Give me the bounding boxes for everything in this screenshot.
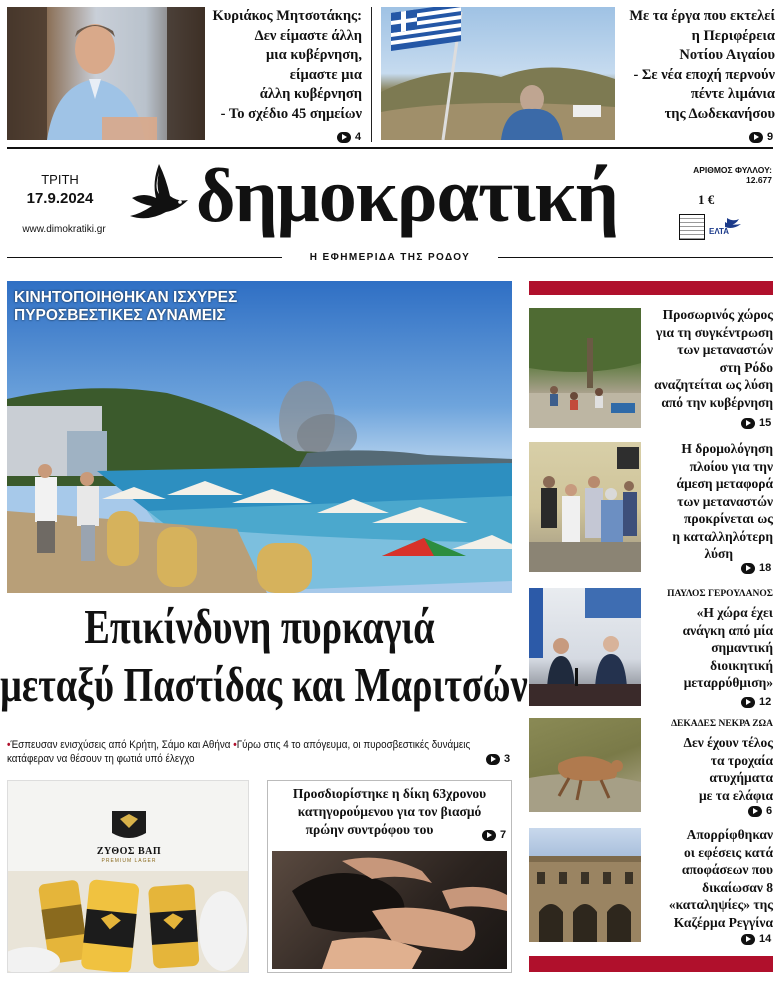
headline-line: μεταξύ Παστίδας και Μαριτσών [0, 657, 528, 712]
arrow-icon [486, 754, 500, 765]
masthead-website[interactable]: www.dimokratiki.gr [22, 224, 106, 235]
headline-line: Προσδιορίστηκε η δίκη 63χρονου [292, 786, 487, 801]
headline-line: για τη συγκέντρωση [656, 324, 773, 340]
page-ref-4[interactable]: 4 [337, 131, 361, 143]
subhead-1: Έσπευσαν ενισχύσεις από Κρήτη, Σάμο και Αθήνα [10, 739, 231, 751]
masthead-day: ΤΡΙΤΗ [41, 172, 79, 187]
arrow-icon [749, 132, 763, 143]
main-subheads: •Έσπευσαν ενισχύσεις από Κρήτη, Σάμο και Αθήνα •Γύρω στις 4 το απόγευμα, οι πυροσβεστικές δυνάμεις κατάφεραν να θέσουν τη φωτιά υπό έλεγχο [7, 739, 471, 765]
trial-photo [272, 851, 507, 969]
page-ref-6[interactable]: 6 [748, 805, 772, 817]
headline-line: μεταρρύθμιση» [683, 675, 773, 690]
sidebar-story-2[interactable] [647, 440, 773, 563]
headline-line: άμεση μεταφορά [676, 476, 773, 491]
headline-line: άλλη κυβέρνηση [259, 86, 362, 103]
headline-line: Προσωρινός χώρος [662, 307, 773, 322]
divider [371, 7, 372, 142]
headline-line: αναζητείται ως λύση [654, 377, 773, 392]
arrow-icon [741, 563, 755, 574]
kazerma-building-photo [529, 828, 641, 942]
headline-line: στη Ρόδο [719, 359, 773, 375]
dead-deer-photo [529, 718, 641, 812]
caption-line: ΠΥΡΟΣΒΕΣΤΙΚΕΣ ΔΥΝΑΜΕΙΣ [14, 307, 226, 324]
elta-logo: ΕΛΤΑ [709, 216, 743, 238]
headline-line: της Δωδεκανήσου [664, 105, 775, 122]
sidebar-story-1[interactable] [647, 306, 773, 411]
headline-line: πέντε λιμάνια [690, 86, 775, 103]
headline-line: κατηγορούμενου για τον βιασμό [297, 804, 482, 819]
headline-line: ανάγκη από μία [682, 622, 773, 638]
headline-line: σημαντική [711, 640, 773, 655]
headline-line: προκρίνεται ως [684, 511, 773, 526]
headline-line: πρώην συντρόφου του [305, 822, 434, 837]
headline-line: Η δρομολόγηση [681, 441, 773, 456]
headline-line: η Περιφέρεια [691, 27, 775, 44]
sidebar-kicker-3: ΠΑΥΛΟΣ ΓΕΡΟΥΛΑΝΟΣ [667, 589, 773, 599]
headline-line: λύση [704, 546, 733, 561]
headline-line: είμαστε μια [289, 66, 362, 83]
subhead-2: Γύρω στις 4 το απόγευμα, οι πυροσβεστικές δυνάμεις κατάφεραν να θέσουν τη φωτιά υπό έλεγχο [7, 739, 471, 765]
meeting-crowd-photo [529, 442, 641, 572]
headline-line: Με τα έργα που εκτελεί [629, 8, 775, 24]
teaser-mitsotakis-headline[interactable] [206, 7, 362, 125]
headline-line: ατυχήματα [709, 770, 773, 785]
headline-line: αποφάσεων που [681, 862, 773, 877]
page-ref-15[interactable]: 15 [741, 417, 771, 429]
arrow-icon [741, 697, 755, 708]
headline-line: «Η χώρα έχει [696, 605, 773, 620]
teaser-ports-headline[interactable] [616, 7, 775, 125]
trial-story-box[interactable] [267, 780, 512, 973]
headline-line: η καταλληλότερη [672, 528, 773, 544]
headline-line: Καζέρμα Ρεγγίνα [673, 914, 773, 930]
headline-line: - Το σχέδιο 45 σημείων [220, 105, 362, 122]
headline-line: «καταληψίες» της [668, 897, 773, 912]
arrow-icon [482, 830, 496, 841]
masthead-title: δημοκρατική [196, 154, 618, 238]
headline-line: από την κυβέρνηση [661, 394, 773, 410]
headline-line: των μεταναστών [677, 342, 773, 357]
headline-line: με τα ελάφια [698, 787, 773, 803]
arrow-icon [748, 806, 762, 817]
arrow-icon [337, 132, 351, 143]
arrow-icon [741, 418, 755, 429]
headline-line: - Σε νέα εποχή περνούν [633, 66, 775, 83]
fire-beach-photo [7, 281, 512, 593]
sidebar-story-5[interactable] [647, 826, 773, 931]
page-ref-7[interactable]: 7 [482, 829, 506, 841]
headline-line: των μεταναστών [677, 493, 773, 509]
page-ref-9[interactable]: 9 [749, 131, 773, 143]
press-conference-photo [529, 588, 641, 706]
photo-caption [14, 289, 237, 325]
sidebar-story-3[interactable] [647, 604, 773, 692]
headline-line: μια κυβέρνηση, [265, 47, 362, 64]
main-headline[interactable] [0, 598, 528, 714]
headline-line: πλοίου για την [689, 458, 773, 474]
headline-line: δικαίωσαν 8 [702, 879, 773, 895]
sidebar-story-4[interactable] [647, 734, 773, 804]
page-ref-14[interactable]: 14 [741, 933, 771, 945]
headline-line: οι εφέσεις κατά [683, 844, 773, 860]
ad-tagline: PREMIUM LAGER [101, 858, 157, 864]
sidebar-kicker-4: ΔΕΚΑΔΕΣ ΝΕΚΡΑ ΖΩΑ [671, 719, 773, 729]
sidebar-bottom-bar [529, 956, 773, 972]
caption-line: ΚΙΝΗΤΟΠΟΙΗΘΗΚΑΝ ΙΣΧΥΡΕΣ [14, 289, 238, 306]
headline-line: Δεν είμαστε άλλη [254, 27, 362, 44]
headline-line: Δεν έχουν τέλος [683, 735, 773, 750]
issue-number: ΑΡΙΘΜΟΣ ΦΥΛΛΟΥ: 12.677 [693, 165, 772, 185]
headline-line: τα τροχαία [710, 752, 773, 768]
beer-ad[interactable] [7, 780, 249, 973]
rhodes-flag-photo [381, 7, 615, 140]
headline-line: Απορρίφθηκαν [686, 827, 773, 842]
headline-line: Νοτίου Αιγαίου [679, 47, 775, 64]
headline-line: Κυριάκος Μητσοτάκης: [212, 8, 362, 24]
migrants-park-photo [529, 308, 641, 428]
masthead-date: 17.9.2024 [26, 190, 94, 207]
price: 1 € [698, 192, 715, 207]
masthead-rule-top [7, 147, 773, 149]
page-ref-18[interactable]: 18 [741, 562, 771, 574]
ad-brand: ΖΥΘΟΣ ΒΑΠ [96, 846, 162, 857]
page-ref-12[interactable]: 12 [741, 696, 771, 708]
headline-line: Επικίνδυνη πυρκαγιά [84, 599, 435, 654]
headline-line: διοικητική [710, 657, 773, 673]
postal-stamp-icon [679, 214, 705, 240]
page-ref-3[interactable]: 3 [486, 753, 510, 765]
sidebar-top-bar [529, 281, 773, 295]
mitsotakis-photo [7, 7, 205, 140]
arrow-icon [741, 934, 755, 945]
trial-headline [272, 785, 507, 839]
masthead-subtitle: Η ΕΦΗΜΕΡΙΔΑ ΤΗΣ ΡΟΔΟΥ [282, 251, 498, 263]
dove-logo-icon [126, 160, 192, 230]
